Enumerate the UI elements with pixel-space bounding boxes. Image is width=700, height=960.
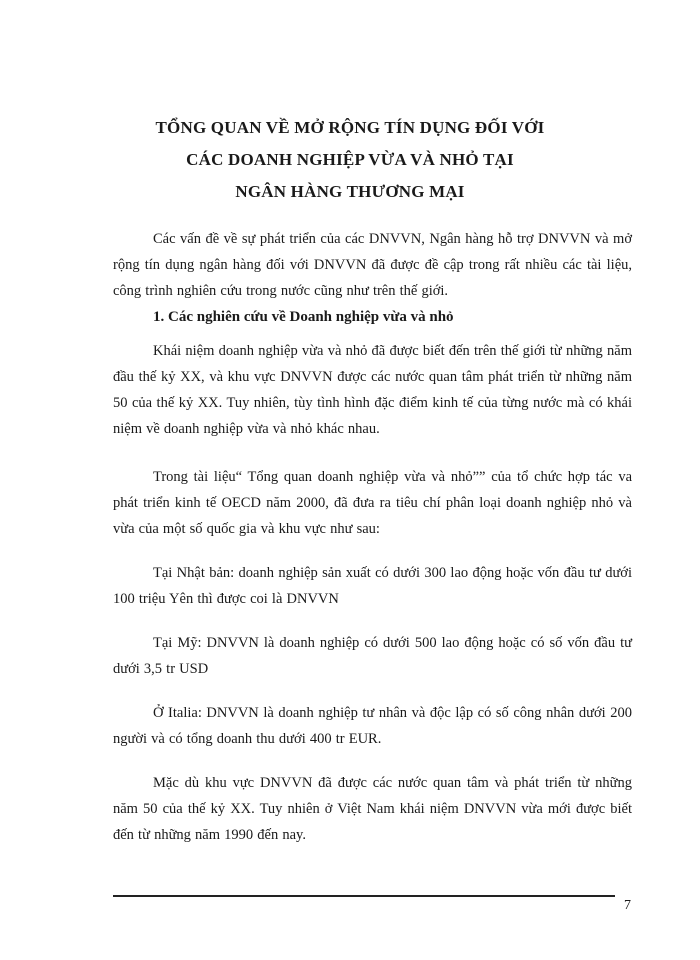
paragraph-definition: Khái niệm doanh nghiệp vừa và nhỏ đã được biết đến trên thế giới từ những năm đầu thế kỷ XX, và khu vực DNVVN được các nước quan tâm phát triển từ những năm 50 của thế kỷ XX. Tuy nhiên, tùy tình hình đặc điểm kinh tế của từng nước mà có khái niệm về doanh nghiệp vừa và nhỏ khác nhau. bbox=[113, 343, 632, 437]
title-line-3: NGÂN HÀNG THƯƠNG MẠI bbox=[235, 182, 465, 201]
document-title bbox=[100, 112, 600, 208]
intro-paragraph: Các vấn đề về sự phát triển của các DNVVN, Ngân hàng hỗ trợ DNVVN và mở rộng tín dụng ngân hàng đối với DNVVN đã được đề cập trong rất nhiều các tài liệu, công trình nghiên cứu trong nước cũng như trên thế giới. bbox=[113, 231, 632, 299]
document-body bbox=[113, 226, 632, 848]
section-heading: 1. Các nghiên cứu về Doanh nghiệp vừa và nhỏ bbox=[153, 309, 454, 325]
title-line-2: CÁC DOANH NGHIỆP VỪA VÀ NHỎ TẠI bbox=[186, 150, 514, 169]
paragraph-japan: Tại Nhật bản: doanh nghiệp sản xuất có dưới 300 lao động hoặc vốn đầu tư dưới 100 triệu Yên thì được coi là DNVVN bbox=[113, 565, 632, 607]
paragraph-italy: Ở Italia: DNVVN là doanh nghiệp tư nhân và độc lập có số công nhân dưới 200 người và có tổng doanh thu dưới 400 tr EUR. bbox=[113, 705, 632, 747]
paragraph-usa: Tại Mỹ: DNVVN là doanh nghiệp có dưới 500 lao động hoặc có số vốn đầu tư dưới 3,5 tr USD bbox=[113, 635, 632, 677]
page-number: 7 bbox=[624, 898, 631, 913]
paragraph-vietnam: Mặc dù khu vực DNVVN đã được các nước quan tâm và phát triển từ những năm 50 của thế kỷ XX. Tuy nhiên ở Việt Nam khái niệm DNVVN vừa mới được biết đến từ những năm 1990 đến nay. bbox=[113, 775, 632, 843]
footer-divider bbox=[113, 895, 615, 897]
paragraph-oecd: Trong tài liệu“ Tổng quan doanh nghiệp vừa và nhỏ”” của tổ chức hợp tác va phát triển kinh tế OECD năm 2000, đã đưa ra tiêu chí phân loại doanh nghiệp nhỏ và vừa của một số quốc gia và khu vực như sau: bbox=[113, 469, 632, 537]
title-line-1: TỔNG QUAN VỀ MỞ RỘNG TÍN DỤNG ĐỐI VỚI bbox=[155, 118, 545, 137]
